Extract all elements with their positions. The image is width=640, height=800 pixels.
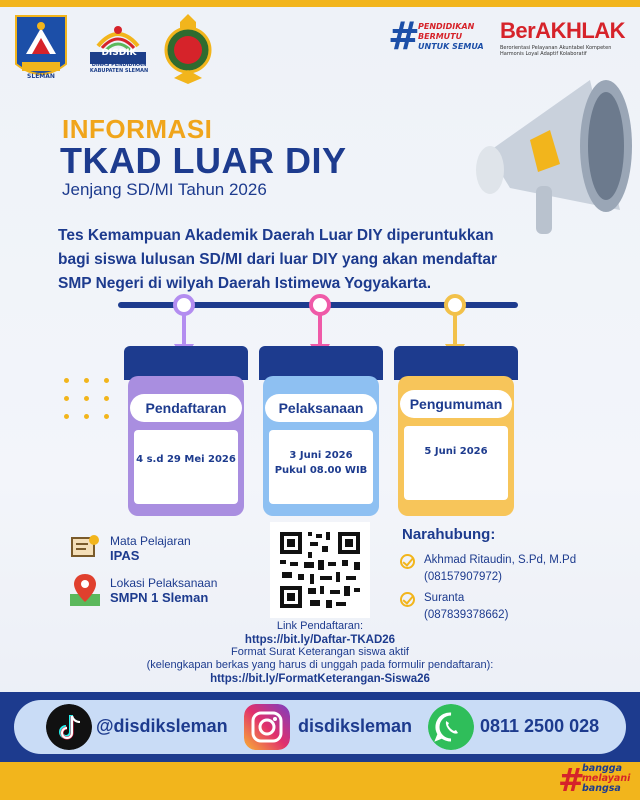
- card-date-line-1: 3 Juni 2026: [289, 450, 353, 461]
- description: [58, 224, 618, 296]
- bottom-accent-bar: [0, 762, 640, 800]
- headline-subtitle: Jenjang SD/MI Tahun 2026: [62, 180, 267, 199]
- card-date: [269, 430, 373, 504]
- description-line-1: Tes Kemampuan Akademik Daerah Luar DIY diperuntukkan: [58, 227, 494, 244]
- hashtag-pendidikan-bermutu: [388, 14, 494, 58]
- hashtag-icon: #: [558, 761, 585, 799]
- timeline-card-pendaftaran: [124, 346, 248, 516]
- hashtag-line-3: UNTUK SEMUA: [418, 42, 484, 51]
- board-icon: [70, 532, 100, 562]
- registration-link[interactable]: https://bit.ly/Daftar-TKAD26: [244, 634, 396, 646]
- footer-tag-line-3: bangsa: [582, 783, 621, 794]
- timeline-dot-2: [309, 294, 331, 316]
- description-line-3: SMP Negeri di wilyah Daerah Istimewa Yogyakarta.: [58, 275, 432, 292]
- contact-title: Narahubung:: [402, 526, 496, 543]
- contact-name: Akhmad Ritaudin, S.Pd, M.Pd: [424, 554, 577, 566]
- location-label: Lokasi Pelaksanaan: [110, 576, 218, 590]
- card-header: [259, 346, 383, 380]
- instagram-icon[interactable]: [244, 704, 290, 750]
- check-icon: [400, 554, 415, 569]
- card-date-line-2: Pukul 08.00 WIB: [274, 465, 368, 476]
- format-link[interactable]: https://bit.ly/FormatKeterangan-Siswa26: [210, 673, 430, 685]
- instagram-handle[interactable]: disdiksleman: [298, 716, 413, 736]
- megaphone-icon: [470, 60, 640, 240]
- card-date: [134, 430, 238, 504]
- bangga-melayani-bangsa-tag: [558, 760, 638, 800]
- tiktok-icon[interactable]: [46, 704, 92, 750]
- whatsapp-number[interactable]: 0811 2500 028: [480, 716, 600, 736]
- check-icon: [400, 592, 415, 607]
- diy-emblem-icon: [162, 12, 214, 86]
- contact-name: Suranta: [424, 592, 465, 604]
- registration-link-label: Link Pendaftaran:: [276, 620, 364, 632]
- registration-link-block: [100, 620, 540, 647]
- berakhlak-subtitle: Berorientasi Pelayanan Akuntabel Kompeten Harmonis Loyal Adaptif Kolaboratif: [500, 45, 612, 57]
- disdik-logo-caption: DINAS PENDIDIKAN KABUPATEN SLEMAN: [89, 62, 149, 74]
- hashtag-icon: #: [388, 14, 420, 58]
- headline-title: TKAD LUAR DIY: [60, 140, 347, 181]
- contact-phone: (087839378662): [424, 609, 509, 621]
- headline-kicker: INFORMASI: [62, 114, 213, 144]
- disdik-logo-wordmark: DISDIK: [101, 48, 137, 58]
- berakhlak-title: BerAKHLAK: [500, 18, 626, 43]
- decorative-dots: [64, 378, 116, 418]
- sleman-logo-caption: SLEMAN: [27, 73, 55, 80]
- format-label: Format Surat Keterangan siswa aktif: [231, 646, 409, 658]
- timeline-dot-3: [444, 294, 466, 316]
- timeline-dot-1: [173, 294, 195, 316]
- top-accent-bar: [0, 0, 640, 7]
- description-line-2: bagi siswa lulusan SD/MI dari luar DIY yang akan mendaftar: [58, 251, 498, 268]
- subject-value: IPAS: [110, 548, 140, 563]
- tiktok-handle[interactable]: @disdiksleman: [96, 716, 228, 736]
- card-header: [124, 346, 248, 380]
- berakhlak-logo: [500, 18, 632, 57]
- subject-label: Mata Pelajaran: [110, 534, 191, 548]
- format-note: (kelengkapan berkas yang harus di unggah pada formulir pendaftaran):: [146, 659, 494, 671]
- card-label: Pendaftaran: [130, 394, 242, 422]
- hashtag-line-2: BERMUTU: [418, 32, 463, 41]
- footer-tag-line-1: bangga: [582, 763, 622, 774]
- card-label: Pengumuman: [400, 390, 512, 418]
- location-pin-icon: [68, 572, 102, 608]
- card-date-line-1: 5 Juni 2026: [424, 446, 488, 457]
- card-date: [404, 426, 508, 500]
- hashtag-line-1: PENDIDIKAN: [418, 22, 475, 31]
- whatsapp-icon[interactable]: [428, 704, 474, 750]
- card-header: [394, 346, 518, 380]
- location-value: SMPN 1 Sleman: [110, 590, 209, 605]
- card-label: Pelaksanaan: [265, 394, 377, 422]
- qr-code[interactable]: [270, 522, 370, 618]
- format-link-block: [100, 646, 540, 686]
- contact-phone: (08157907972): [424, 571, 503, 583]
- timeline-card-pelaksanaan: [259, 346, 383, 516]
- card-date-line-1: 4 s.d 29 Mei 2026: [136, 454, 236, 465]
- timeline-card-pengumuman: [394, 346, 518, 516]
- footer-tag-line-2: melayani: [582, 773, 631, 784]
